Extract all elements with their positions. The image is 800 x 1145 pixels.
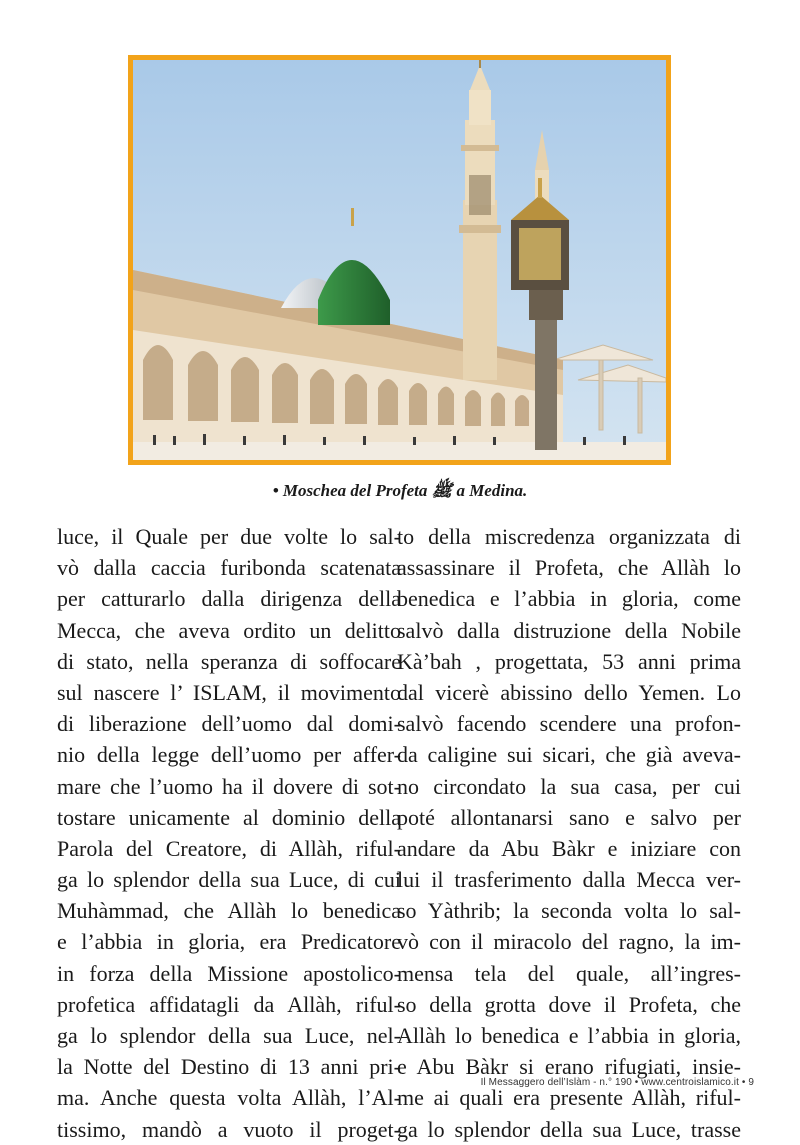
- text-line: vò dalla caccia furibonda scatenata: [57, 555, 401, 581]
- text-line: mare che l’uomo ha il dovere di sot-: [57, 773, 401, 799]
- text-line: salvò dalla distruzione della Nobile: [397, 617, 741, 643]
- text-line: so Yàthrib; la seconda volta lo sal-: [397, 898, 741, 924]
- text-line: e Abu Bàkr si erano rifugiati, insie-: [397, 1054, 741, 1080]
- text-line: e l’abbia in gloria, era Predicatore: [57, 929, 401, 955]
- text-line: to della miscredenza organizzata di: [397, 524, 741, 549]
- text-line: so della grotta dove il Profeta, che: [397, 991, 741, 1017]
- text-line: dal vicerè abissino dello Yemen. Lo: [397, 679, 741, 705]
- text-line: salvò facendo scendere una profon-: [397, 711, 741, 737]
- text-line: Kà’bah , progettata, 53 anni prima: [397, 648, 741, 674]
- text-line: di stato, nella speranza di soffocare: [57, 648, 401, 674]
- text-line: benedica e l’abbia in gloria, come: [397, 586, 741, 612]
- mosque-photo: [128, 55, 671, 465]
- photo-caption: • Moschea del Profeta ﷺ a Medina.: [272, 481, 528, 500]
- text-line: Muhàmmad, che Allàh lo benedica: [57, 898, 401, 924]
- text-line: Mecca, che aveva ordito un delitto: [57, 617, 401, 643]
- text-line: luce, il Quale per due volte lo sal-: [57, 524, 401, 549]
- text-line: lui il trasferimento dalla Mecca ver-: [397, 867, 741, 893]
- text-line: ma. Anche questa volta Allàh, l’Al-: [57, 1085, 401, 1111]
- text-line: tissimo, mandò a vuoto il proget-: [57, 1116, 401, 1142]
- text-line: Parola del Creatore, di Allàh, riful-: [57, 835, 401, 861]
- text-line: Allàh lo benedica e l’abbia in gloria,: [397, 1023, 741, 1048]
- text-line: tostare unicamente al dominio della: [57, 804, 401, 830]
- text-line: poté allontanarsi sano e salvo per: [397, 804, 741, 830]
- text-line: sul nascere l’ ISLAM, il movimento: [57, 679, 401, 705]
- text-line: vò con il miracolo del ragno, la im-: [397, 929, 741, 955]
- text-line: la Notte del Destino di 13 anni pri-: [57, 1054, 401, 1080]
- text-line: me ai quali era presente Allàh, riful-: [397, 1085, 741, 1111]
- text-line: ga lo splendor della sua Luce, trasse: [397, 1116, 741, 1142]
- text-column-left: [57, 521, 401, 1145]
- text-line: di liberazione dell’uomo dal domi-: [57, 711, 401, 737]
- text-column-right: [397, 521, 741, 1145]
- text-line: in forza della Missione apostolico-: [57, 960, 401, 986]
- text-line: per catturarlo dalla dirigenza della: [57, 586, 401, 612]
- text-line: mensa tela del quale, all’ingres-: [397, 960, 741, 986]
- page-footer: Il Messaggero dell’Islàm - n.° 190 • www.centroislamico.it • 9: [480, 1077, 754, 1088]
- text-line: ga lo splendor della sua Luce, nel-: [57, 1023, 401, 1048]
- mosque-illustration: [133, 60, 666, 460]
- text-line: profetica affidatagli da Allàh, riful-: [57, 991, 401, 1017]
- text-line: nio della legge dell’uomo per affer-: [57, 742, 401, 768]
- text-line: ga lo splendor della sua Luce, di cui: [57, 867, 401, 893]
- text-line: no circondato la sua casa, per cui: [397, 773, 741, 799]
- text-line: da caligine sui sicari, che già aveva-: [397, 742, 741, 768]
- text-line: assassinare il Profeta, che Allàh lo: [397, 555, 741, 581]
- text-line: andare da Abu Bàkr e iniziare con: [397, 835, 741, 861]
